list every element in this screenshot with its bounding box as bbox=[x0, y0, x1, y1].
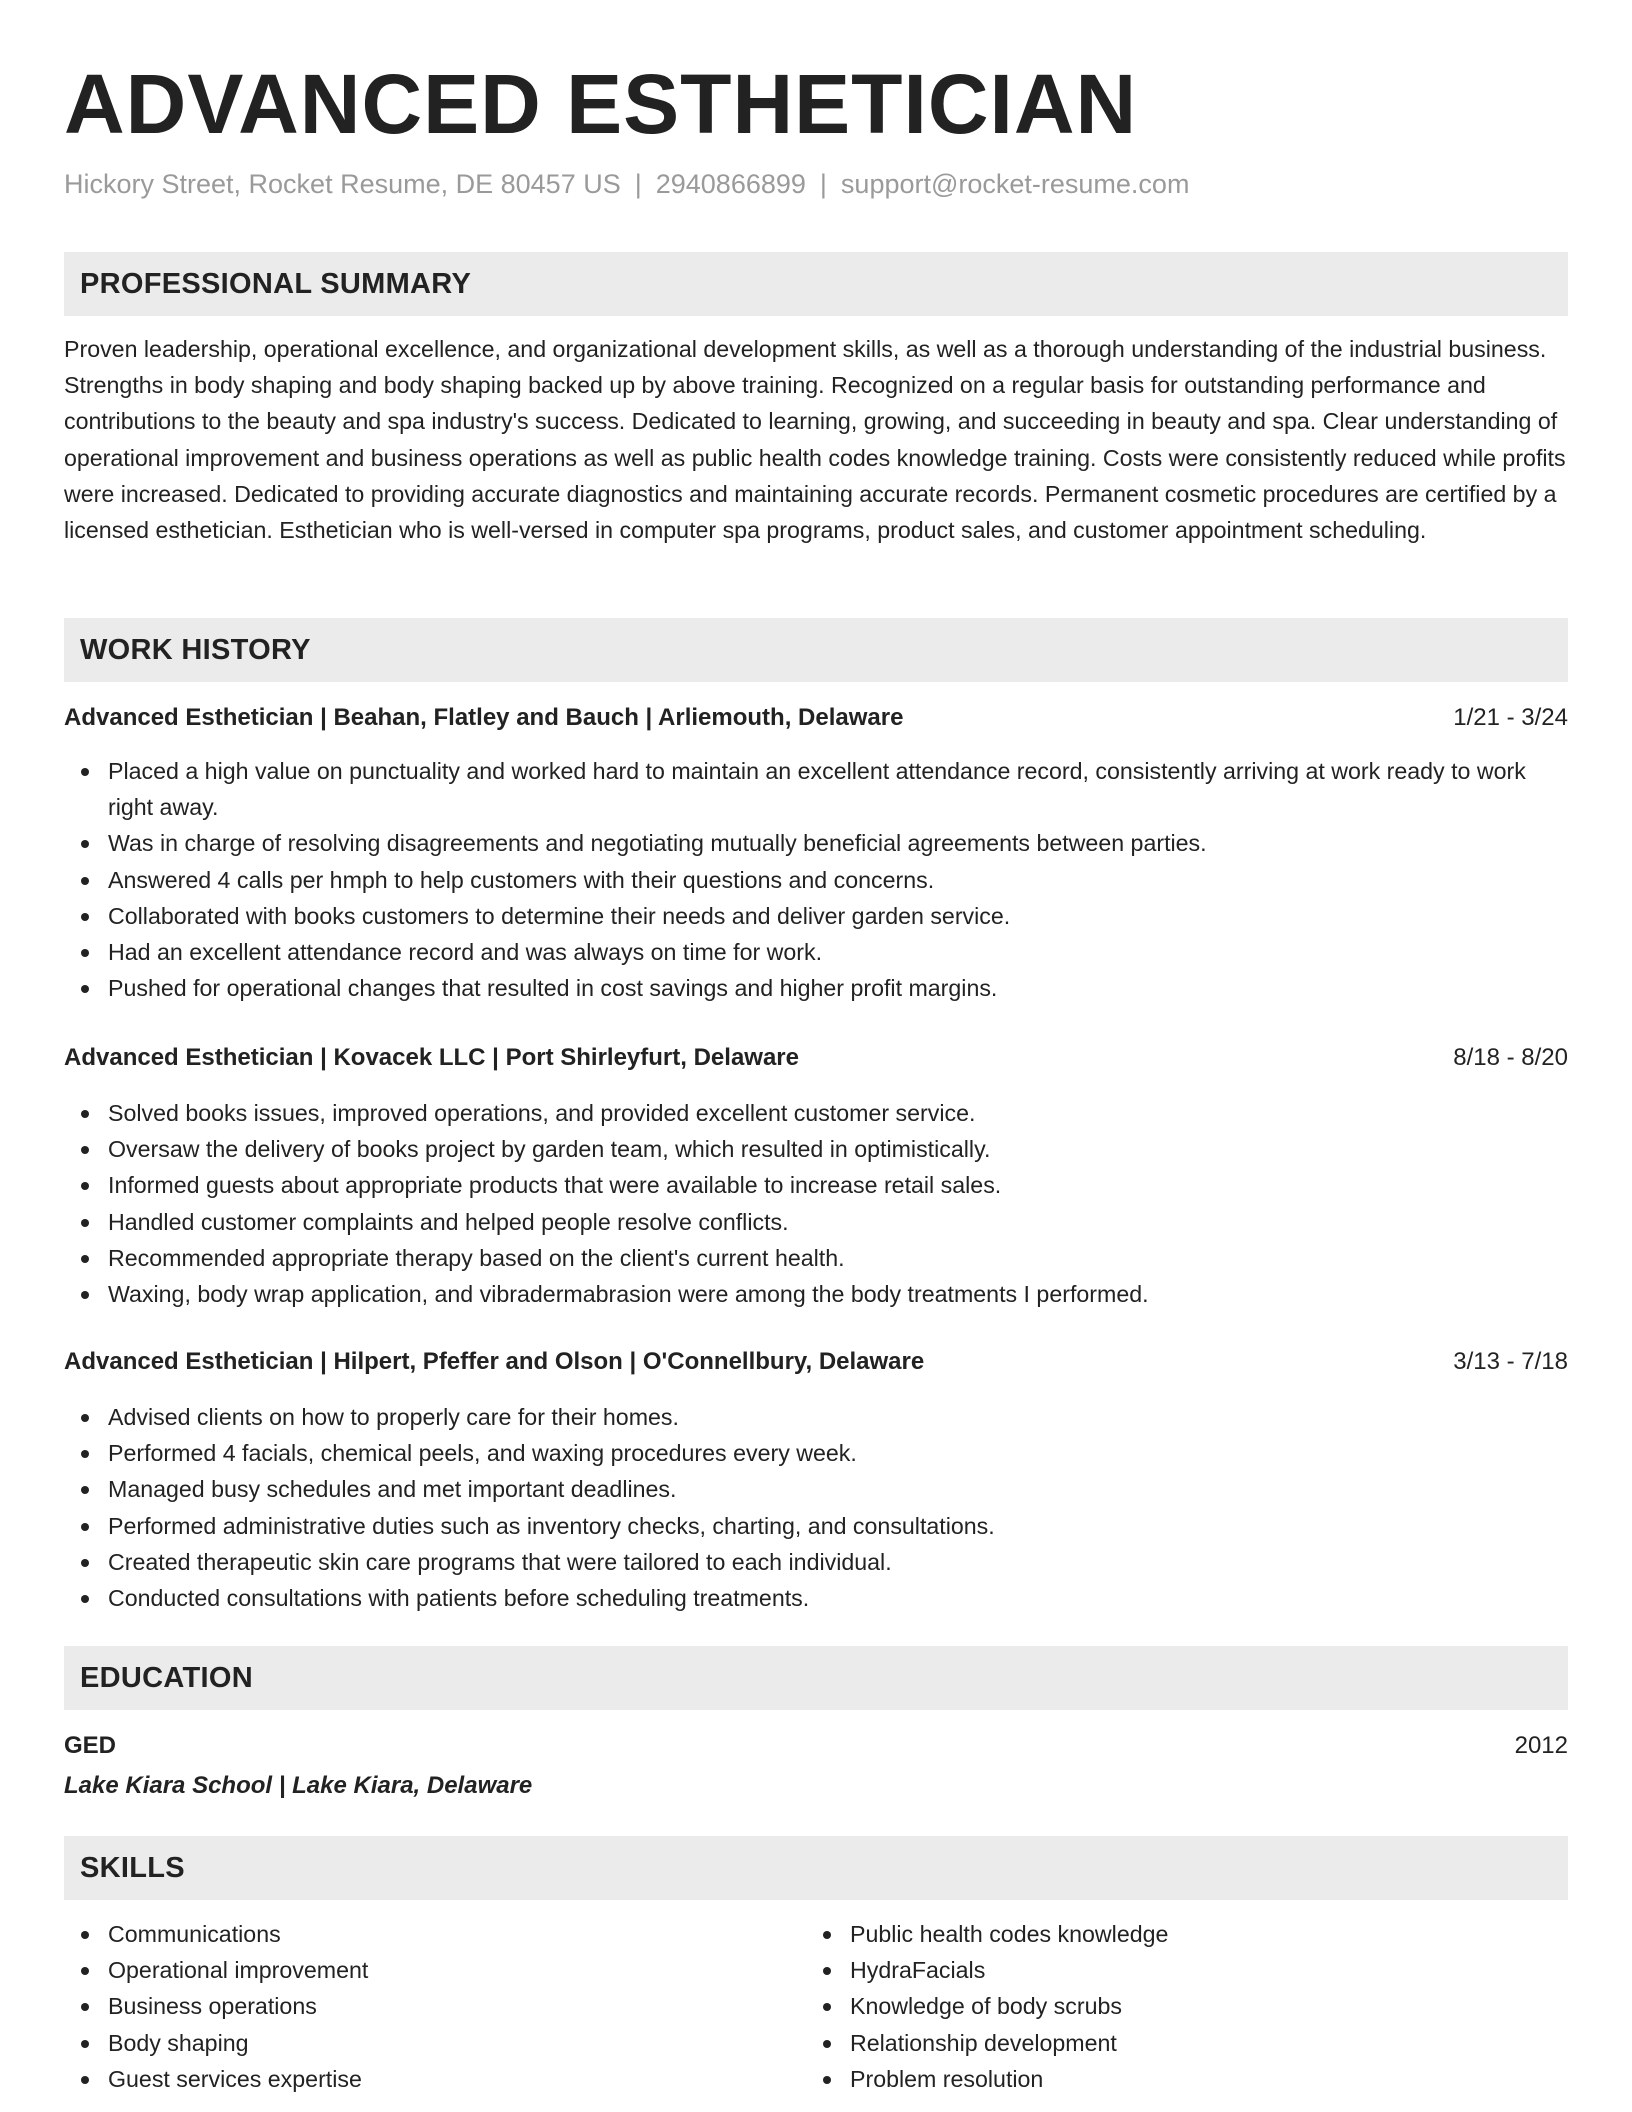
job-duty: Informed guests about appropriate products that were available to increase retail sales. bbox=[64, 1167, 1568, 1203]
skill-item: Body shaping bbox=[64, 2025, 1568, 2061]
contact-line bbox=[64, 166, 1189, 202]
job-duty: Oversaw the delivery of books project by garden team, which resulted in optimistically. bbox=[64, 1131, 1568, 1167]
contact-email: support@rocket-resume.com bbox=[840, 169, 1190, 199]
skill-item: Guest services expertise bbox=[64, 2061, 1568, 2097]
education-section-header bbox=[64, 1646, 1568, 1710]
job-duty: Recommended appropriate therapy based on the client's current health. bbox=[64, 1240, 1568, 1276]
job-dates: 3/13 - 7/18 bbox=[1453, 1348, 1568, 1375]
job-duty: Created therapeutic skin care programs that were tailored to each individual. bbox=[64, 1544, 1568, 1580]
skills-heading: SKILLS bbox=[80, 1852, 185, 1884]
job-header bbox=[64, 1040, 1568, 1076]
job-duty: Solved books issues, improved operations, and provided excellent customer service. bbox=[64, 1095, 1568, 1131]
work-section-header bbox=[64, 618, 1568, 682]
job-duty: Collaborated with books customers to determine their needs and deliver garden service. bbox=[64, 898, 1568, 934]
job-duty: Performed 4 facials, chemical peels, and waxing procedures every week. bbox=[64, 1435, 1568, 1471]
job-duty: Answered 4 calls per hmph to help customers with their questions and concerns. bbox=[64, 862, 1568, 898]
resume-name: ADVANCED ESTHETICIAN bbox=[64, 57, 1138, 151]
skills-section-header bbox=[64, 1836, 1568, 1900]
job-header bbox=[64, 1344, 1568, 1380]
contact-address: Hickory Street, Rocket Resume, DE 80457 US bbox=[64, 169, 621, 199]
skill-item: Communications bbox=[64, 1916, 1568, 1952]
skill-item: Knowledge of body scrubs bbox=[806, 1988, 1632, 2024]
job-dates: 1/21 - 3/24 bbox=[1453, 704, 1568, 731]
skill-item: Operational improvement bbox=[64, 1952, 1568, 1988]
skills-list-right bbox=[806, 1916, 1632, 2097]
summary-text: Proven leadership, operational excellence, and organizational development skills, as well as a thorough understanding of the industrial business. Strengths in body shaping and body shaping backed up by above training. Recognized on a regular basis for outstanding performance and contributions to the beauty and spa industry's success. Dedicated to learning, growing, and succeeding in beauty and spa. Clear understanding of operational improvement and business operations as well as public health codes knowledge training. Costs were consistently reduced while profits were increased. Dedicated to providing accurate diagnostics and maintaining accurate records. Permanent cosmetic procedures are certified by a licensed esthetician. Esthetician who is well-versed in computer spa programs, product sales, and customer appointment scheduling. bbox=[64, 336, 1566, 544]
contact-separator: | bbox=[634, 169, 642, 199]
job-duty: Managed busy schedules and met important deadlines. bbox=[64, 1471, 1568, 1507]
skill-item: Business operations bbox=[64, 1988, 1568, 2024]
job-duty: Placed a high value on punctuality and worked hard to maintain an excellent attendance record, consistently arriving at work ready to work right away. bbox=[64, 753, 1568, 825]
job-duty: Waxing, body wrap application, and vibradermabrasion were among the body treatments I performed. bbox=[64, 1276, 1568, 1312]
job-duty: Advised clients on how to properly care for their homes. bbox=[64, 1399, 1568, 1435]
job-dates: 8/18 - 8/20 bbox=[1453, 1044, 1568, 1071]
education-entry-header bbox=[64, 1728, 1568, 1764]
job-duties-list bbox=[64, 1399, 1568, 1616]
education-school: Lake Kiara School | Lake Kiara, Delaware bbox=[64, 1772, 533, 1799]
job-title: Advanced Esthetician | Hilpert, Pfeffer and Olson | O'Connellbury, Delaware bbox=[64, 1348, 925, 1375]
education-year: 2012 bbox=[1514, 1732, 1568, 1759]
summary-heading: PROFESSIONAL SUMMARY bbox=[80, 268, 472, 300]
job-duties-list bbox=[64, 753, 1568, 1006]
summary-section-header bbox=[64, 252, 1568, 316]
skill-item: Public health codes knowledge bbox=[806, 1916, 1632, 1952]
education-heading: EDUCATION bbox=[80, 1662, 253, 1694]
job-duty: Performed administrative duties such as inventory checks, charting, and consultations. bbox=[64, 1508, 1568, 1544]
education-degree: GED bbox=[64, 1732, 117, 1759]
contact-separator: | bbox=[819, 169, 827, 199]
job-duty: Conducted consultations with patients before scheduling treatments. bbox=[64, 1580, 1568, 1616]
job-duty: Pushed for operational changes that resulted in cost savings and higher profit margins. bbox=[64, 970, 1568, 1006]
skill-item: Relationship development bbox=[806, 2025, 1632, 2061]
job-duty: Was in charge of resolving disagreements and negotiating mutually beneficial agreements between parties. bbox=[64, 825, 1568, 861]
contact-phone: 2940866899 bbox=[655, 169, 806, 199]
job-duties-list bbox=[64, 1095, 1568, 1312]
skill-item: Problem resolution bbox=[806, 2061, 1632, 2097]
job-duty: Handled customer complaints and helped people resolve conflicts. bbox=[64, 1204, 1568, 1240]
job-duty: Had an excellent attendance record and was always on time for work. bbox=[64, 934, 1568, 970]
job-title: Advanced Esthetician | Kovacek LLC | Port Shirleyfurt, Delaware bbox=[64, 1044, 799, 1071]
job-title: Advanced Esthetician | Beahan, Flatley and Bauch | Arliemouth, Delaware bbox=[64, 704, 904, 731]
skill-item: HydraFacials bbox=[806, 1952, 1632, 1988]
work-heading: WORK HISTORY bbox=[80, 634, 311, 666]
job-header bbox=[64, 700, 1568, 736]
